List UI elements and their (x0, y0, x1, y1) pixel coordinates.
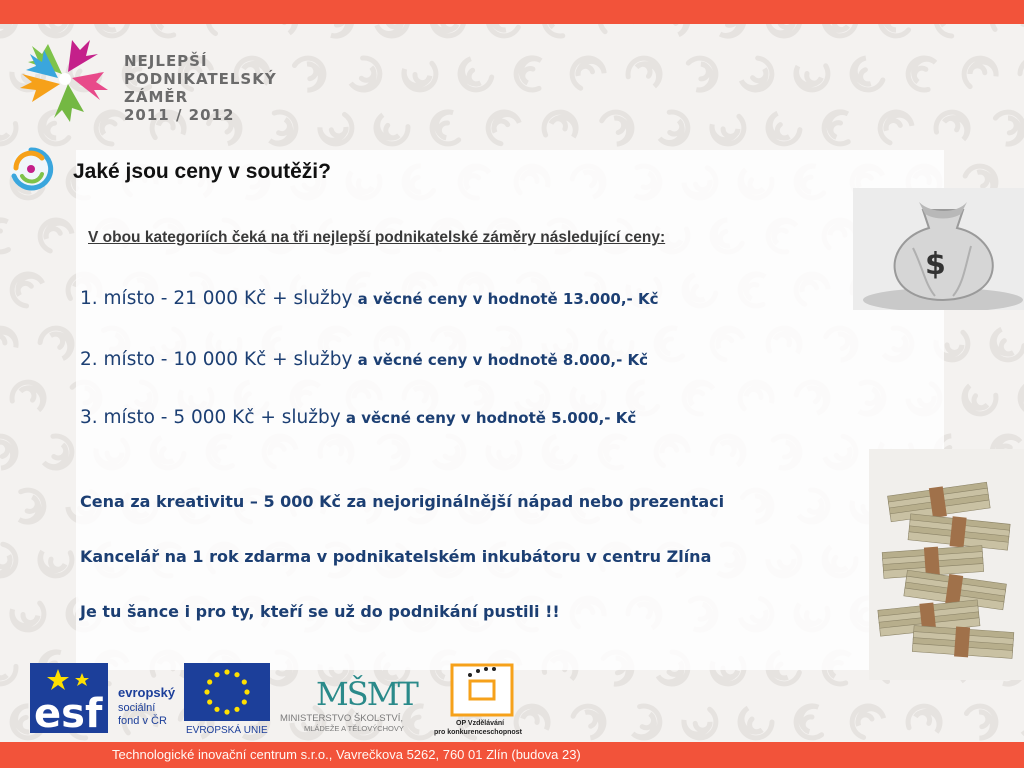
msmt-line2: MLÁDEŽE A TĚLOVÝCHOVY (304, 724, 404, 733)
funding-logos (0, 655, 560, 740)
prize-extra: a věcné ceny v hodnotě 8.000,- Kč (352, 351, 649, 369)
chance-note: Je tu šance i pro ty, kteří se už do podnikání pustili !! (80, 602, 560, 621)
cash-stack-image (869, 449, 1024, 680)
slide-title: Jaké jsou ceny v soutěži? (73, 160, 331, 183)
prize-first (80, 288, 658, 309)
prize-main: 2. místo - 10 000 Kč + služby (80, 349, 353, 370)
esf-letters: esf (34, 691, 103, 737)
funding-logos-strip (0, 655, 560, 740)
prize-second (80, 349, 648, 370)
logo-title (124, 52, 277, 124)
logo-line: 2011 / 2012 (124, 106, 235, 124)
footer-address: Technologické inovační centrum s.r.o., Vavrečkova 5262, 760 01 Zlín (budova 23) (112, 747, 581, 762)
swirl-bullet-icon (8, 146, 54, 192)
esf-line1: evropský (118, 685, 176, 700)
office-prize: Kancelář na 1 rok zdarma v podnikatelském inkubátoru v centru Zlína (80, 547, 712, 566)
logo-line: NEJLEPŠÍ (124, 52, 208, 70)
esf-line2: sociální (118, 702, 156, 714)
logo-line: ZÁMĚR (124, 88, 189, 106)
logo-line: PODNIKATELSKÝ (124, 70, 277, 88)
prize-extra: a věcné ceny v hodnotě 5.000,- Kč (340, 409, 637, 427)
prize-main: 1. místo - 21 000 Kč + služby (80, 288, 353, 309)
money-bag-image (853, 188, 1024, 310)
prize-third (80, 407, 636, 428)
op-line2: pro konkurenceschopnost (434, 729, 522, 736)
esf-line3: fond v ČR (118, 715, 167, 727)
competition-logo (0, 24, 300, 134)
creativity-prize: Cena za kreativitu – 5 000 Kč za nejoriginálnější nápad nebo prezentaci (80, 492, 725, 511)
prize-main: 3. místo - 5 000 Kč + služby (80, 407, 341, 428)
eu-label: EVROPSKÁ UNIE (186, 725, 268, 736)
prize-extra: a věcné ceny v hodnotě 13.000,- Kč (352, 290, 659, 308)
dollar-symbol: $ (925, 247, 946, 282)
prizes-intro: V obou kategoriích čeká na tři nejlepší podnikatelské záměry následující ceny: (88, 229, 666, 246)
msmt-letters: MŠMT (316, 675, 417, 713)
op-logo-frame (452, 665, 512, 715)
top-accent-bar (0, 0, 1024, 24)
arrows-star-icon (8, 32, 128, 132)
op-line1: OP Vzdělávání (456, 720, 505, 727)
msmt-line1: MINISTERSTVO ŠKOLSTVÍ, (280, 713, 403, 724)
